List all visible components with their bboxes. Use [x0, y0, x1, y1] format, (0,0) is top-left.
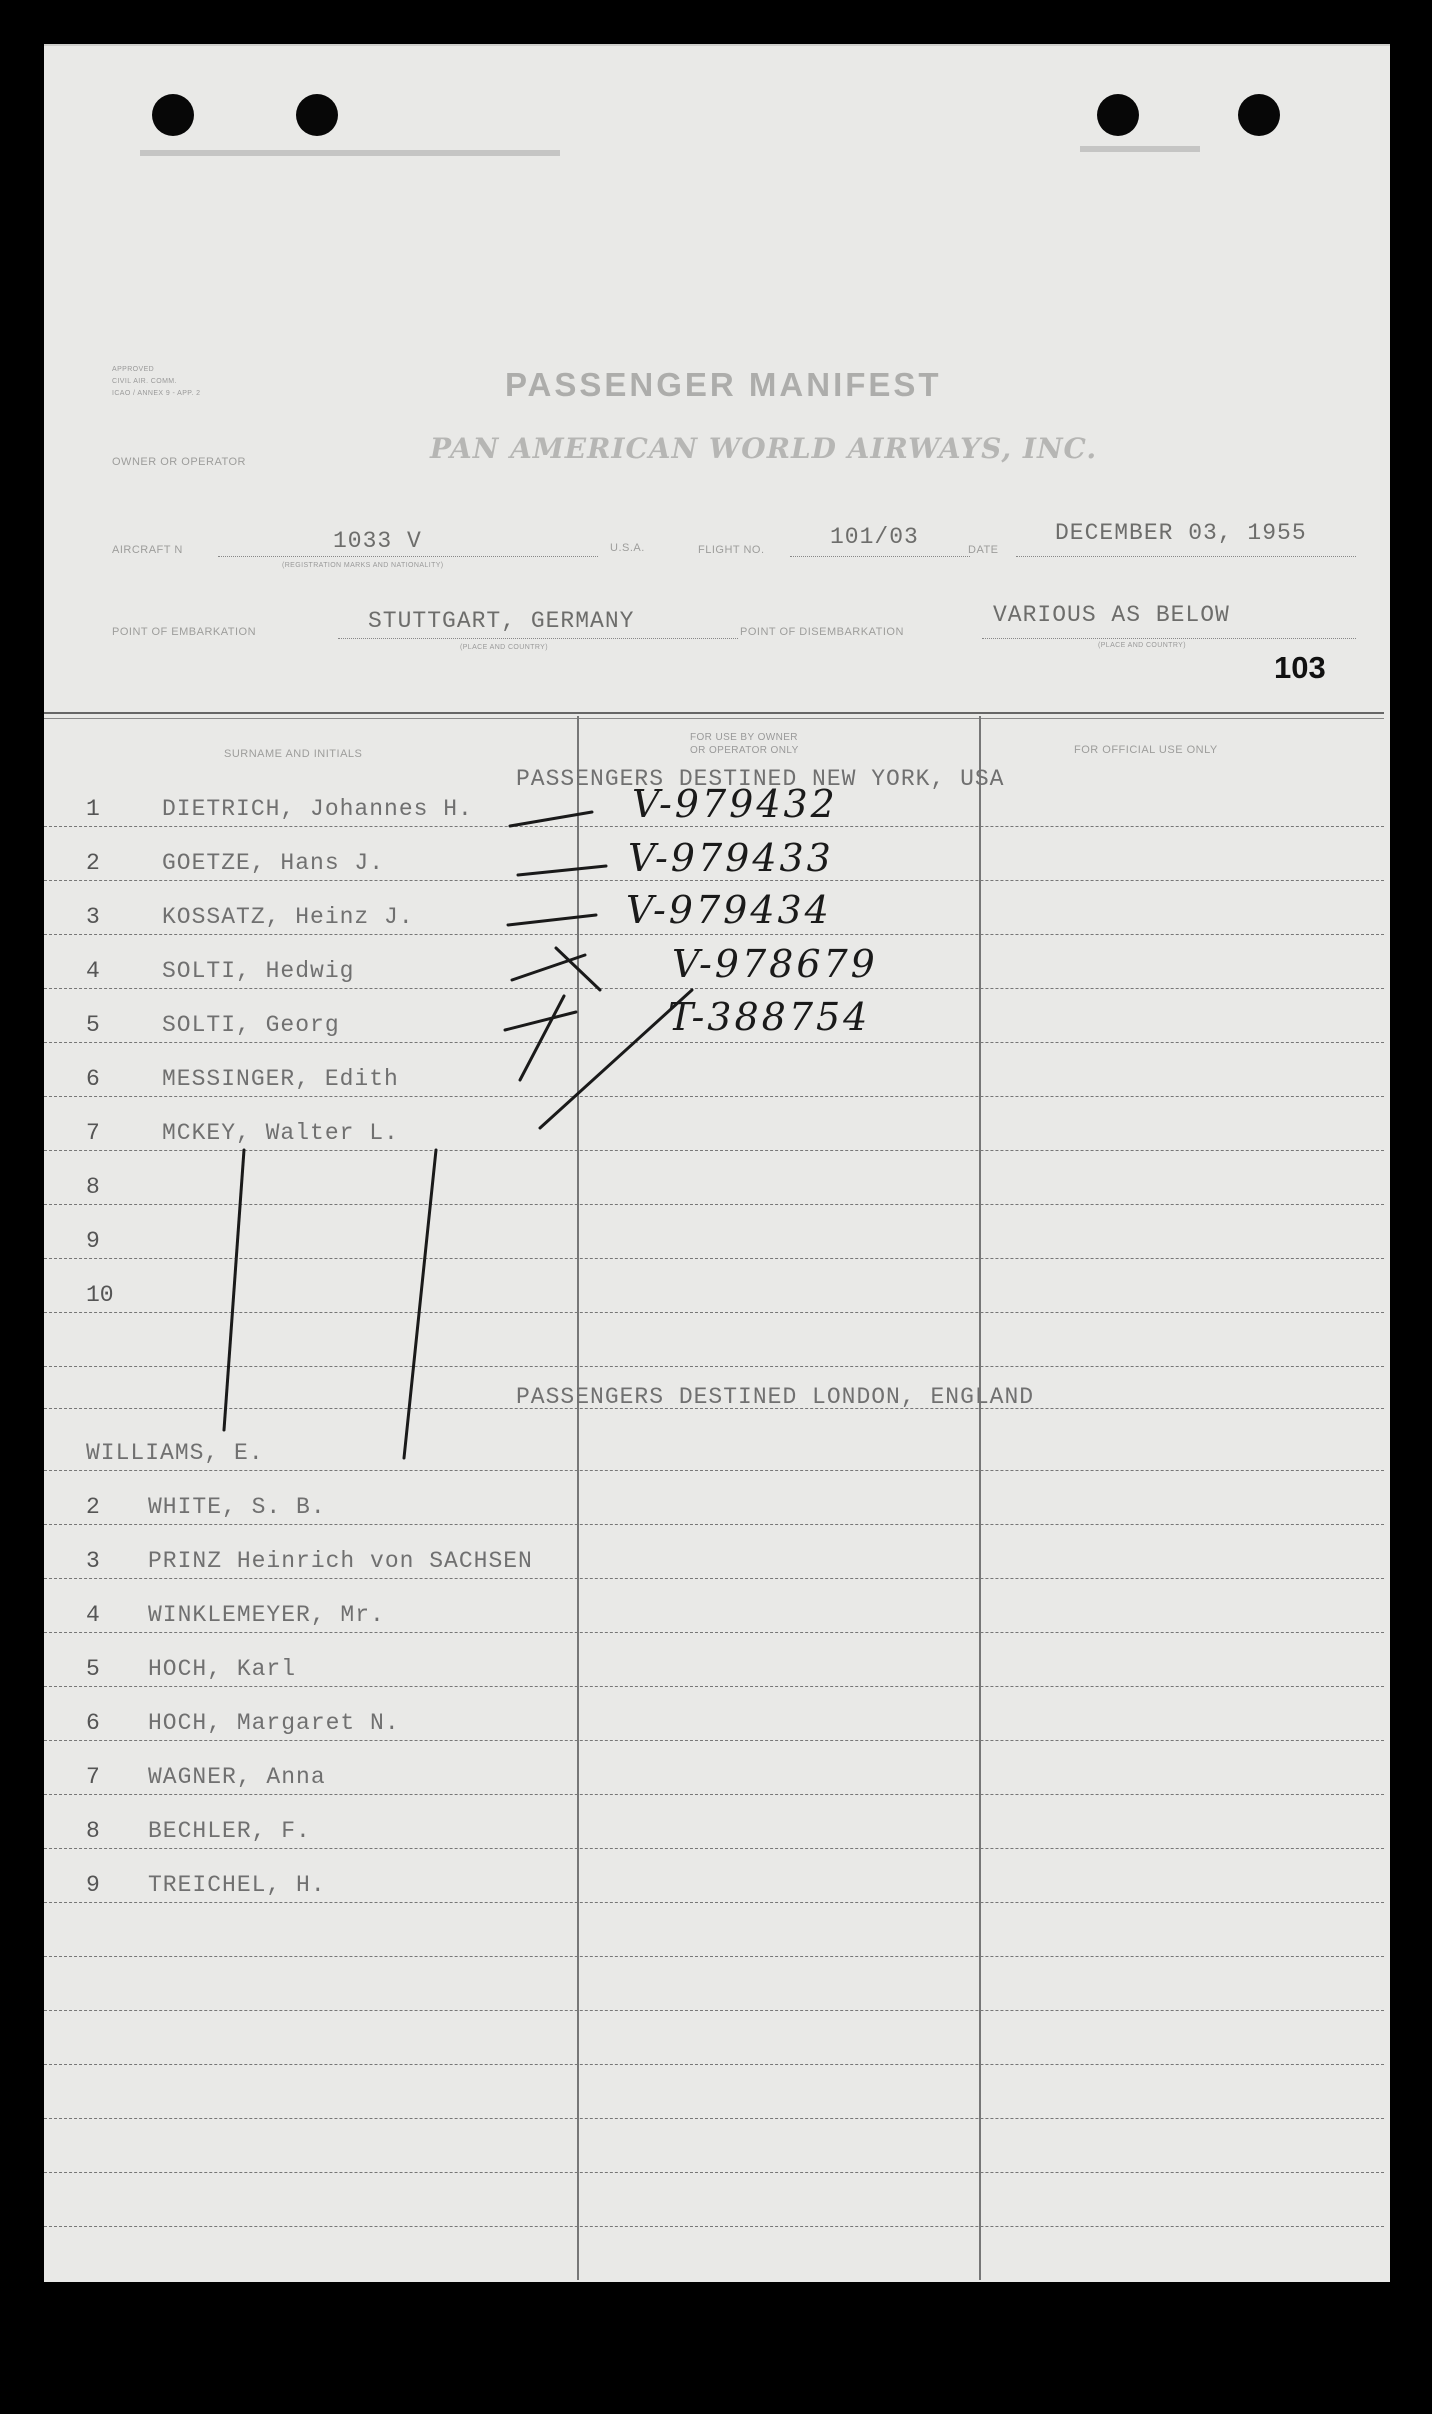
passenger-name: TREICHEL, H.	[148, 1872, 326, 1898]
row-number: 7	[86, 1764, 100, 1790]
row-number: 5	[86, 1012, 100, 1038]
row-number: 9	[86, 1872, 100, 1898]
passenger-name: MCKEY, Walter L.	[162, 1120, 399, 1146]
visa-number: T-388754	[668, 995, 871, 1039]
page-number: 103	[1274, 650, 1326, 685]
check-mark	[508, 915, 596, 925]
form-ref-3: ICAO / ANNEX 9 - APP. 2	[112, 390, 201, 397]
row-number: 10	[86, 1282, 114, 1308]
section-heading: PASSENGERS DESTINED NEW YORK, USA	[516, 766, 1005, 792]
flight-value: 101/03	[830, 524, 919, 550]
check-mark	[510, 812, 592, 826]
disembark-value: VARIOUS AS BELOW	[993, 602, 1230, 628]
passenger-name: GOETZE, Hans J.	[162, 850, 385, 876]
owner-use-header: FOR USE BY OWNER	[690, 732, 798, 743]
embark-value: STUTTGART, GERMANY	[368, 608, 635, 634]
aircraft-sublabel: (REGISTRATION MARKS AND NATIONALITY)	[282, 562, 444, 569]
row-number: 4	[86, 1602, 100, 1628]
disembark-label: POINT OF DISEMBARKATION	[740, 626, 904, 638]
page-title: PASSENGER MANIFEST	[505, 366, 942, 403]
row-number: 2	[86, 850, 100, 876]
passenger-name: WHITE, S. B.	[148, 1494, 326, 1520]
bracket-line	[404, 1150, 436, 1458]
embark-sublabel: (PLACE AND COUNTRY)	[460, 644, 548, 651]
row-number: 3	[86, 904, 100, 930]
passenger-name: HOCH, Karl	[148, 1656, 297, 1682]
visa-number: V-979432	[632, 782, 838, 826]
form-ref-2: CIVIL AIR. COMM.	[112, 378, 177, 385]
passenger-name: PRINZ Heinrich von SACHSEN	[148, 1548, 533, 1574]
row-number: 6	[86, 1066, 100, 1092]
check-mark	[512, 948, 600, 990]
passenger-name: WINKLEMEYER, Mr.	[148, 1602, 385, 1628]
row-number: 7	[86, 1120, 100, 1146]
check-mark	[518, 866, 606, 875]
aircraft-label: AIRCRAFT N	[112, 544, 183, 556]
date-label: DATE	[968, 544, 999, 556]
passenger-name: WILLIAMS, E.	[86, 1440, 264, 1466]
aircraft-value: 1033 V	[333, 528, 422, 554]
owner-use-header-2: OR OPERATOR ONLY	[690, 745, 799, 756]
check-mark	[505, 996, 576, 1080]
visa-number: V-979434	[626, 888, 832, 932]
passenger-name: MESSINGER, Edith	[162, 1066, 399, 1092]
passenger-name: SOLTI, Hedwig	[162, 958, 355, 984]
visa-number: V-979433	[628, 836, 834, 880]
passenger-name: DIETRICH, Johannes H.	[162, 796, 473, 822]
row-number: 9	[86, 1228, 100, 1254]
company-name: PAN AMERICAN WORLD AIRWAYS, INC.	[430, 432, 1098, 465]
passenger-name: KOSSATZ, Heinz J.	[162, 904, 414, 930]
form-ref-1: APPROVED	[112, 366, 155, 373]
owner-label: OWNER OR OPERATOR	[112, 456, 246, 468]
surname-header: SURNAME AND INITIALS	[224, 748, 363, 760]
visa-number: V-978679	[672, 942, 878, 986]
row-number: 4	[86, 958, 100, 984]
row-number: 6	[86, 1710, 100, 1736]
official-use-header: FOR OFFICIAL USE ONLY	[1074, 744, 1218, 756]
bracket-line	[224, 1150, 244, 1430]
flight-label: FLIGHT NO.	[698, 544, 765, 556]
embark-label: POINT OF EMBARKATION	[112, 626, 257, 638]
row-number: 2	[86, 1494, 100, 1520]
row-number: 1	[86, 796, 100, 822]
row-number: 3	[86, 1548, 100, 1574]
disembark-sublabel: (PLACE AND COUNTRY)	[1098, 642, 1186, 649]
date-value: DECEMBER 03, 1955	[1055, 520, 1307, 546]
section-heading: PASSENGERS DESTINED LONDON, ENGLAND	[516, 1384, 1035, 1410]
row-number: 5	[86, 1656, 100, 1682]
row-number: 8	[86, 1174, 100, 1200]
passenger-name: BECHLER, F.	[148, 1818, 311, 1844]
passenger-name: SOLTI, Georg	[162, 1012, 340, 1038]
passenger-name: WAGNER, Anna	[148, 1764, 326, 1790]
usa-label: U.S.A.	[610, 542, 645, 554]
passenger-name: HOCH, Margaret N.	[148, 1710, 400, 1736]
row-number: 8	[86, 1818, 100, 1844]
